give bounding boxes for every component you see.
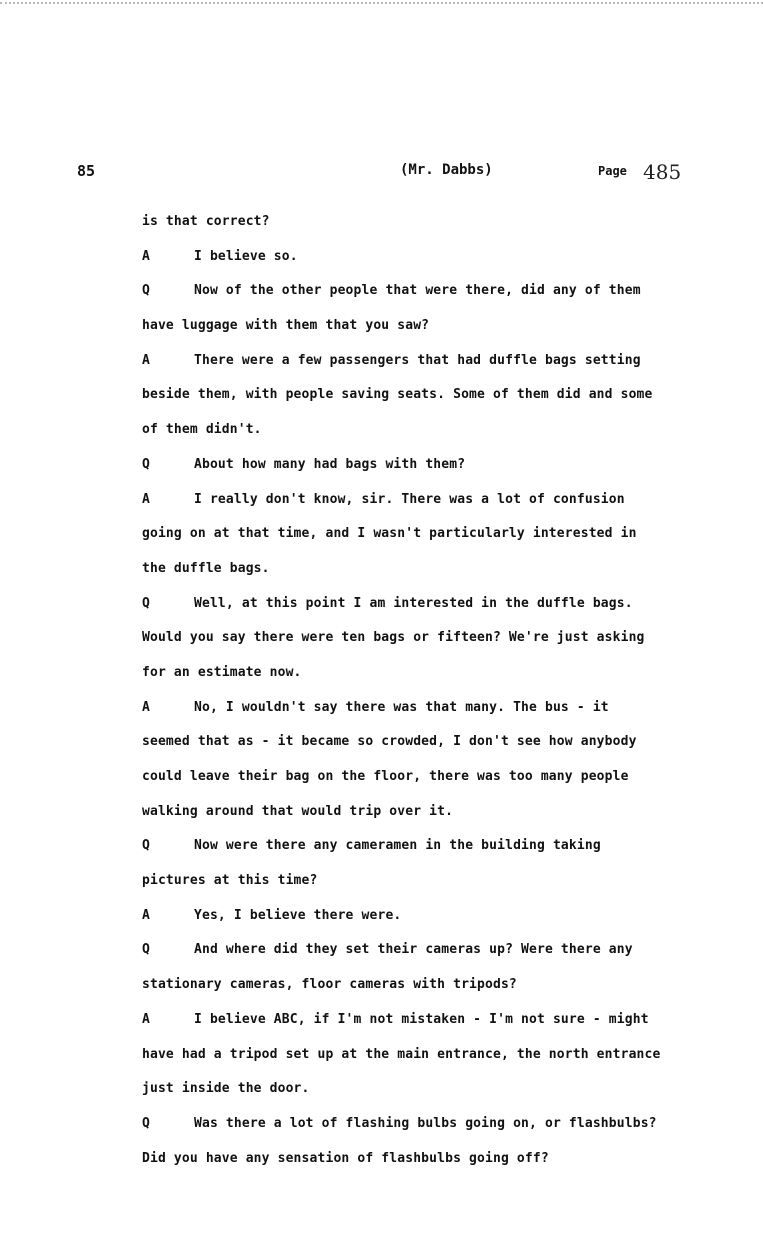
line-text: There were a few passengers that had duffle bags setting (194, 352, 641, 368)
line-text: stationary cameras, floor cameras with tripods? (142, 977, 517, 993)
line-text: just inside the door. (142, 1081, 310, 1097)
answer-marker: A (142, 491, 150, 507)
transcript-line (142, 1043, 742, 1078)
transcript-line (142, 973, 742, 1008)
question-marker: Q (142, 942, 150, 958)
answer-marker: A (142, 248, 150, 264)
line-text: Was there a lot of flashing bulbs going on, or flashbulbs? (194, 1115, 657, 1131)
transcript-line (142, 245, 742, 280)
question-marker: Q (142, 456, 150, 472)
line-text: I believe ABC, if I'm not mistaken - I'm not sure - might (194, 1011, 649, 1027)
answer-marker: A (142, 907, 150, 923)
question-marker: Q (142, 283, 150, 299)
top-border-rule (0, 2, 763, 10)
transcript-line (142, 904, 742, 939)
answer-marker: A (142, 352, 150, 368)
transcript-line (142, 869, 742, 904)
transcript-line (142, 522, 742, 557)
line-text: Yes, I believe there were. (194, 907, 402, 923)
line-text: Well, at this point I am interested in the duffle bags. (194, 595, 633, 611)
transcript-line (142, 453, 742, 488)
transcript-line (142, 626, 742, 661)
answer-marker: A (142, 1011, 150, 1027)
line-text: Did you have any sensation of flashbulbs going off? (142, 1150, 549, 1166)
page-label: Page (598, 164, 627, 178)
line-text: could leave their bag on the floor, there was too many people (142, 769, 629, 784)
transcript-line (142, 938, 742, 973)
line-text: the duffle bags. (142, 560, 270, 576)
transcript-line (142, 1112, 742, 1147)
transcript-line (142, 592, 742, 627)
transcript-line (142, 418, 742, 453)
transcript-line (142, 210, 742, 245)
transcript-line (142, 661, 742, 696)
line-text: I believe so. (194, 248, 298, 264)
transcript-line (142, 1008, 742, 1043)
line-text: going on at that time, and I wasn't particularly interested in (142, 526, 637, 542)
handwritten-page-number: 485 (643, 160, 682, 184)
transcript-line (142, 383, 742, 418)
line-text: pictures at this time? (142, 873, 318, 889)
line-text: And where did they set their cameras up? Were there any (194, 942, 633, 958)
transcript-line (142, 696, 742, 731)
transcript-line (142, 834, 742, 869)
question-marker: Q (142, 1115, 150, 1131)
transcript-line (142, 1077, 742, 1112)
transcript-line (142, 730, 742, 765)
line-text: walking around that would trip over it. (142, 803, 454, 819)
transcript-line (142, 1147, 742, 1182)
transcript-line (142, 279, 742, 314)
answer-marker: A (142, 699, 150, 715)
transcript-line (142, 765, 742, 800)
line-text: No, I wouldn't say there was that many. The bus - it (194, 699, 609, 715)
line-text: seemed that as - it became so crowded, I don't see how anybody (142, 734, 637, 750)
line-text: have had a tripod set up at the main entrance, the north entrance (142, 1046, 661, 1062)
line-text: I really don't know, sir. There was a lot of confusion (194, 491, 625, 507)
line-text: have luggage with them that you saw? (142, 318, 430, 334)
line-text: About how many had bags with them? (194, 456, 466, 472)
transcript-line (142, 800, 742, 835)
transcript-line (142, 314, 742, 349)
line-text: of them didn't. (142, 422, 262, 438)
transcript-line (142, 488, 742, 523)
line-text: for an estimate now. (142, 664, 302, 680)
line-text: is that correct? (142, 214, 270, 229)
witness-name: (Mr. Dabbs) (400, 162, 493, 178)
transcript-line (142, 557, 742, 592)
line-text: Now were there any cameramen in the building taking (194, 838, 601, 854)
transcript-body (142, 210, 742, 1181)
question-marker: Q (142, 838, 150, 854)
transcript-line (142, 349, 742, 384)
line-text: Now of the other people that were there, did any of them (194, 283, 641, 299)
line-text: Would you say there were ten bags or fifteen? We're just asking (142, 630, 645, 646)
question-marker: Q (142, 595, 150, 611)
line-text: beside them, with people saving seats. Some of them did and some (142, 387, 653, 403)
transcript-page-number: 85 (77, 162, 96, 180)
